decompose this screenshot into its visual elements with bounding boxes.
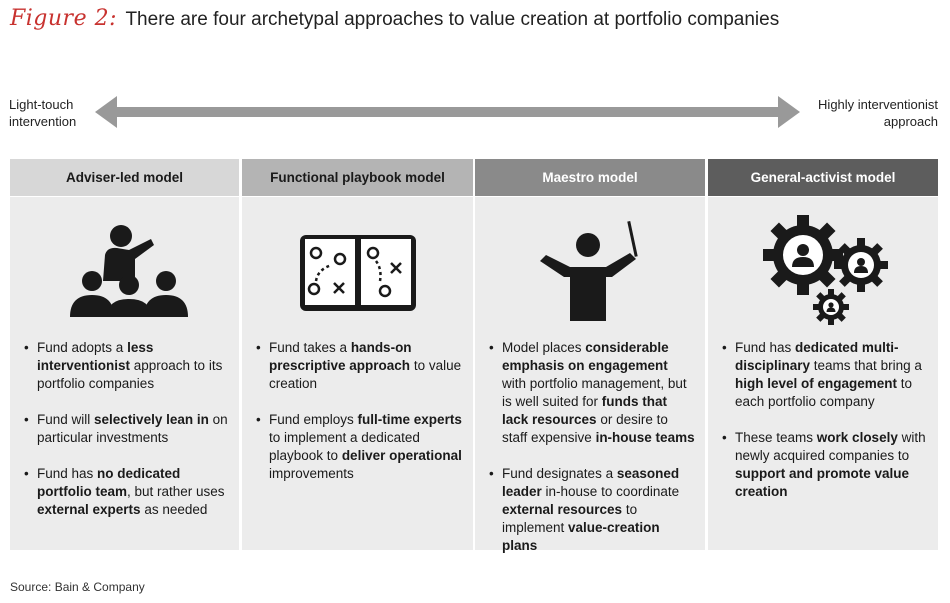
bullet-text: , but rather uses bbox=[127, 484, 225, 499]
bullet-item bbox=[24, 465, 229, 519]
bullet-item bbox=[24, 339, 229, 393]
playbook-icon bbox=[288, 215, 428, 325]
bullet-emphasis: value-creation plans bbox=[502, 520, 660, 553]
bullet-item bbox=[722, 339, 928, 411]
bullet-text: These teams bbox=[735, 430, 817, 445]
model-header-general-activist: General-activist model bbox=[708, 159, 938, 196]
bullet-emphasis: funds that lack resources bbox=[502, 394, 668, 427]
bullet-emphasis: full-time experts bbox=[357, 412, 462, 427]
bullet-emphasis: external resources bbox=[502, 502, 623, 517]
bullet-text: or desire to staff expensive bbox=[502, 412, 668, 445]
bullet-item bbox=[489, 465, 695, 555]
bullet-text: approach to its portfolio companies bbox=[37, 358, 223, 391]
bullet-text: to value creation bbox=[269, 358, 462, 391]
bullet-item bbox=[256, 339, 463, 393]
bullet-emphasis: selectively lean in bbox=[94, 412, 209, 427]
spectrum-left-line2: intervention bbox=[9, 114, 77, 129]
spectrum-left-label bbox=[9, 96, 76, 130]
conductor-icon bbox=[520, 215, 660, 325]
figure-title bbox=[10, 6, 779, 36]
bullet-list bbox=[722, 339, 928, 519]
source-note: Source: Bain & Company bbox=[10, 580, 145, 594]
bullet-emphasis: dedicated multi-disciplinary bbox=[735, 340, 899, 373]
model-header-maestro: Maestro model bbox=[475, 159, 705, 196]
bullet-text: Fund designates a bbox=[502, 466, 617, 481]
spectrum-right-line1: Highly interventionist bbox=[818, 97, 938, 112]
model-panel-functional-playbook bbox=[242, 197, 473, 550]
bullet-text: Fund has bbox=[735, 340, 796, 355]
spectrum-right-line2: approach bbox=[883, 114, 938, 129]
bullet-emphasis: considerable emphasis on engagement bbox=[502, 340, 669, 373]
bullet-item bbox=[489, 339, 695, 447]
bullet-text: to implement bbox=[502, 502, 638, 535]
bullet-text: Fund takes a bbox=[269, 340, 351, 355]
bullet-emphasis: hands-on prescriptive approach bbox=[269, 340, 412, 373]
model-panel-adviser-led bbox=[10, 197, 239, 550]
bullet-emphasis: high level of engagement bbox=[735, 376, 898, 391]
model-panel-general-activist bbox=[708, 197, 938, 550]
bullet-text: Fund adopts a bbox=[37, 340, 128, 355]
bullet-text: with newly acquired companies to bbox=[735, 430, 926, 463]
spectrum-left-line1: Light-touch bbox=[9, 97, 74, 112]
bullet-text: as needed bbox=[140, 502, 208, 517]
bullet-text: to implement a dedicated playbook to bbox=[269, 430, 420, 463]
bullet-text: Fund employs bbox=[269, 412, 358, 427]
bullet-emphasis: work closely bbox=[816, 430, 898, 445]
figure-title-text: There are four archetypal approaches to value creation at portfolio companies bbox=[125, 9, 780, 30]
bullet-text: improvements bbox=[269, 466, 354, 481]
figure-label: Figure 2: bbox=[10, 6, 117, 31]
bullet-item bbox=[722, 429, 928, 501]
bullet-emphasis: less interventionist bbox=[37, 340, 154, 373]
bullet-text: Fund has bbox=[37, 466, 98, 481]
model-header-adviser-led: Adviser-led model bbox=[10, 159, 239, 196]
model-header-functional-playbook: Functional playbook model bbox=[242, 159, 473, 196]
bullet-emphasis: seasoned leader bbox=[502, 466, 680, 499]
bullet-text: Model places bbox=[502, 340, 586, 355]
bullet-emphasis: support and promote value creation bbox=[735, 466, 910, 499]
bullet-text: on particular investments bbox=[37, 412, 228, 445]
bullet-emphasis: external experts bbox=[37, 502, 141, 517]
model-panel-maestro bbox=[475, 197, 705, 553]
bullet-emphasis: in-house teams bbox=[595, 430, 695, 445]
presenter-audience-icon bbox=[55, 215, 195, 325]
bullet-emphasis: deliver operational bbox=[341, 448, 462, 463]
bullet-item bbox=[24, 411, 229, 447]
bullet-text: with portfolio management, but is well suited for bbox=[502, 376, 687, 409]
bullet-text: in-house to coordinate bbox=[541, 484, 680, 499]
bullet-emphasis: no dedicated portfolio team bbox=[37, 466, 181, 499]
gears-people-icon bbox=[753, 215, 893, 325]
bullet-list bbox=[256, 339, 463, 501]
bullet-text: to each portfolio company bbox=[735, 376, 913, 409]
bullet-list bbox=[24, 339, 229, 537]
bullet-list bbox=[489, 339, 695, 573]
spectrum-right-label bbox=[818, 96, 938, 130]
bullet-text: teams that bring a bbox=[810, 358, 922, 373]
bullet-item bbox=[256, 411, 463, 483]
double-arrow-icon bbox=[95, 95, 800, 129]
bullet-text: Fund will bbox=[37, 412, 95, 427]
